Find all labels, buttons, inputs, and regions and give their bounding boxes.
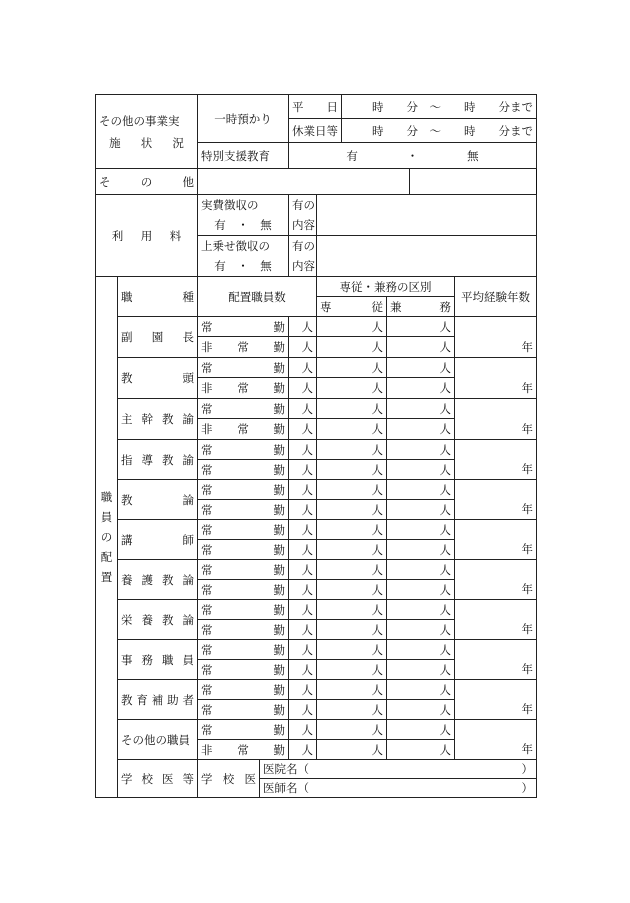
dedicated-field[interactable]: 人 — [317, 419, 387, 440]
employment-type — [198, 419, 289, 440]
job-name: 主幹教諭 — [118, 399, 198, 440]
employment-type — [198, 399, 289, 419]
avg-years-field[interactable]: 年 — [455, 480, 537, 520]
special-support-choice[interactable] — [289, 143, 537, 169]
form-row — [96, 95, 537, 119]
employment-type — [198, 640, 289, 660]
dedicated-field[interactable]: 人 — [317, 440, 387, 460]
job-type-header: 職 種 — [118, 277, 198, 317]
job-name: 教頭 — [118, 358, 198, 399]
count-field[interactable]: 人 — [289, 317, 317, 337]
job-name: 教育補助者 — [118, 680, 198, 720]
avg-years-field[interactable]: 年 — [455, 600, 537, 640]
dedicated-field[interactable]: 人 — [317, 358, 387, 378]
job-name: 養護教論 — [118, 560, 198, 600]
form-row — [96, 680, 537, 700]
label-char: の — [100, 530, 113, 544]
employment-type — [198, 740, 289, 760]
employment-text: 常 勤 — [201, 662, 285, 677]
weekday-label: 平 日 — [289, 95, 342, 119]
label-char: 施 — [109, 135, 121, 150]
surcharge-detail-field[interactable] — [317, 236, 537, 277]
form-row — [96, 358, 537, 378]
concurrent-field[interactable]: 人 — [387, 358, 455, 378]
employment-type — [198, 480, 289, 500]
no-option: 無 — [467, 148, 479, 163]
concurrent-field[interactable]: 人 — [387, 720, 455, 740]
employment-type — [198, 460, 289, 480]
dedicated-header — [317, 297, 387, 317]
dedicated-field[interactable]: 人 — [317, 580, 387, 600]
count-field[interactable]: 人 — [289, 560, 317, 580]
employment-type — [198, 440, 289, 460]
surcharge-detail-label — [289, 236, 317, 277]
count-field[interactable]: 人 — [289, 640, 317, 660]
dedicated-field[interactable]: 人 — [317, 480, 387, 500]
employment-text: 常 勤 — [201, 462, 285, 477]
employment-text: 常 勤 — [201, 562, 285, 577]
avg-years-field[interactable]: 年 — [455, 720, 537, 760]
job-name: 事務職員 — [118, 640, 198, 680]
actual-cost-detail-field[interactable] — [317, 195, 537, 236]
employment-text: 常 勤 — [201, 682, 285, 697]
close-paren: ） — [521, 762, 533, 776]
surcharge-label — [198, 236, 289, 277]
dedicated-field[interactable]: 人 — [317, 378, 387, 399]
employment-type — [198, 337, 289, 358]
job-name: 副園長 — [118, 317, 198, 358]
count-field[interactable]: 人 — [289, 540, 317, 560]
dedicated-text: 専 従 — [320, 299, 383, 314]
label-char: 用 — [140, 228, 153, 243]
avg-years-field[interactable]: 年 — [455, 520, 537, 560]
avg-years-field[interactable]: 年 — [455, 399, 537, 440]
count-field[interactable]: 人 — [289, 358, 317, 378]
employment-type — [198, 680, 289, 700]
count-field[interactable]: 人 — [289, 500, 317, 520]
count-field[interactable]: 人 — [289, 740, 317, 760]
job-name: その他の職員 — [118, 720, 198, 760]
count-field[interactable]: 人 — [289, 399, 317, 419]
actual-cost-detail-label — [289, 195, 317, 236]
dedicated-field[interactable]: 人 — [317, 460, 387, 480]
count-field[interactable]: 人 — [289, 480, 317, 500]
concurrent-field[interactable]: 人 — [387, 540, 455, 560]
other-business-label-line1: その他の事業実 — [99, 113, 180, 128]
weekday-time-field[interactable]: 時 分 ～ 時 分まで — [342, 95, 537, 119]
concurrent-field[interactable]: 人 — [387, 480, 455, 500]
employment-text: 常 勤 — [201, 582, 285, 597]
job-name: 講師 — [118, 520, 198, 560]
label-char: 配 — [100, 550, 113, 564]
detail-line1: 有の — [292, 198, 315, 212]
actual-cost-choice[interactable]: 有 ・ 無 — [214, 218, 272, 232]
dedicated-field[interactable]: 人 — [317, 700, 387, 720]
concurrent-field[interactable]: 人 — [387, 419, 455, 440]
clinic-name-field[interactable] — [260, 760, 537, 779]
employment-type — [198, 720, 289, 740]
dedicated-field[interactable]: 人 — [317, 680, 387, 700]
detail-line2: 内容 — [292, 218, 315, 232]
employment-text: 常 勤 — [201, 482, 285, 497]
form-row — [96, 195, 537, 236]
other-business-label — [96, 95, 198, 169]
dedicated-field[interactable]: 人 — [317, 540, 387, 560]
label-char: 況 — [172, 135, 184, 150]
avg-years-header: 平均経験年数 — [455, 277, 537, 317]
count-field[interactable]: 人 — [289, 720, 317, 740]
concurrent-field[interactable]: 人 — [387, 440, 455, 460]
employment-text: 常 勤 — [201, 522, 285, 537]
employment-type — [198, 317, 289, 337]
other-business-label-line2 — [99, 132, 194, 154]
concurrent-field[interactable]: 人 — [387, 460, 455, 480]
employment-type — [198, 378, 289, 399]
employment-text: 常 勤 — [201, 542, 285, 557]
employment-text: 常 勤 — [201, 442, 285, 457]
avg-years-field[interactable]: 年 — [455, 440, 537, 480]
kindergarten-form-table — [95, 94, 537, 798]
count-field[interactable]: 人 — [289, 440, 317, 460]
dedicated-field[interactable]: 人 — [317, 337, 387, 358]
actual-cost-line1: 実費徴収の — [201, 198, 259, 212]
form-row — [96, 640, 537, 660]
count-field[interactable]: 人 — [289, 600, 317, 620]
dedicated-field[interactable]: 人 — [317, 520, 387, 540]
employment-text: 非 常 勤 — [201, 422, 285, 436]
concurrent-field[interactable]: 人 — [387, 580, 455, 600]
holiday-label: 休業日等 — [289, 119, 342, 143]
dedicated-field[interactable]: 人 — [317, 640, 387, 660]
special-support-label: 特別支援教育 — [198, 143, 289, 169]
close-paren: ） — [521, 781, 533, 795]
form-row — [96, 169, 537, 195]
employment-text: 常 勤 — [201, 360, 285, 375]
form-row — [96, 720, 537, 740]
count-field[interactable]: 人 — [289, 378, 317, 399]
employment-text: 非 常 勤 — [201, 340, 285, 354]
concurrent-field[interactable]: 人 — [387, 337, 455, 358]
classification-header: 専従・兼務の区別 — [317, 277, 455, 297]
staff-placement-label — [96, 277, 118, 798]
label-char: 料 — [169, 228, 182, 243]
employment-text: 非 常 勤 — [201, 381, 285, 395]
concurrent-field[interactable]: 人 — [387, 520, 455, 540]
employment-type — [198, 660, 289, 680]
label-char: 利 — [111, 228, 124, 243]
dedicated-field[interactable]: 人 — [317, 317, 387, 337]
employment-type — [198, 560, 289, 580]
employment-type — [198, 358, 289, 378]
dedicated-field[interactable]: 人 — [317, 560, 387, 580]
dedicated-field[interactable]: 人 — [317, 660, 387, 680]
form-row — [96, 560, 537, 580]
count-field[interactable]: 人 — [289, 700, 317, 720]
actual-cost-label — [198, 195, 289, 236]
label-char: 員 — [100, 510, 113, 524]
employment-text: 常 勤 — [201, 319, 285, 334]
concurrent-header — [387, 297, 455, 317]
form-row — [96, 760, 537, 779]
yes-option: 有 — [346, 148, 358, 163]
employment-type — [198, 580, 289, 600]
concurrent-field[interactable]: 人 — [387, 700, 455, 720]
employment-text: 常 勤 — [201, 502, 285, 517]
separator: ・ — [406, 148, 419, 163]
avg-years-field[interactable]: 年 — [455, 358, 537, 399]
avg-years-field[interactable]: 年 — [455, 640, 537, 680]
school-doctor-label: 学校医等 — [118, 760, 198, 798]
form-row — [96, 520, 537, 540]
concurrent-field[interactable]: 人 — [387, 740, 455, 760]
employment-type — [198, 600, 289, 620]
detail-line1: 有の — [292, 239, 315, 253]
employment-text: 常 勤 — [201, 642, 285, 657]
avg-years-field[interactable]: 年 — [455, 680, 537, 720]
temporary-care-label: 一時預かり — [198, 95, 289, 143]
concurrent-field[interactable]: 人 — [387, 560, 455, 580]
employment-type — [198, 520, 289, 540]
doctor-label: 医師名（ — [263, 781, 309, 795]
concurrent-field[interactable]: 人 — [387, 399, 455, 419]
school-doctor-sublabel: 学校医 — [198, 760, 260, 798]
employment-text: 常 勤 — [201, 622, 285, 637]
dedicated-field[interactable]: 人 — [317, 720, 387, 740]
count-field[interactable]: 人 — [289, 680, 317, 700]
doctor-name-field[interactable] — [260, 779, 537, 798]
dedicated-field[interactable]: 人 — [317, 620, 387, 640]
form-row — [96, 440, 537, 460]
count-field[interactable]: 人 — [289, 460, 317, 480]
form-row — [96, 480, 537, 500]
job-name: 指導教諭 — [118, 440, 198, 480]
concurrent-field[interactable]: 人 — [387, 317, 455, 337]
avg-years-field[interactable]: 年 — [455, 560, 537, 600]
concurrent-field[interactable]: 人 — [387, 620, 455, 640]
other-field[interactable] — [198, 169, 410, 195]
concurrent-field[interactable]: 人 — [387, 640, 455, 660]
concurrent-field[interactable]: 人 — [387, 680, 455, 700]
concurrent-text: 兼 務 — [390, 299, 451, 314]
count-field[interactable]: 人 — [289, 419, 317, 440]
job-name: 教論 — [118, 480, 198, 520]
employment-text: 常 勤 — [201, 602, 285, 617]
concurrent-field[interactable]: 人 — [387, 600, 455, 620]
usage-fee-label — [96, 195, 198, 277]
avg-years-field[interactable]: 年 — [455, 317, 537, 358]
form-row — [96, 277, 537, 297]
count-field[interactable]: 人 — [289, 337, 317, 358]
dedicated-field[interactable]: 人 — [317, 740, 387, 760]
label-char: 職 — [100, 490, 113, 504]
employment-type — [198, 540, 289, 560]
detail-line2: 内容 — [292, 259, 315, 273]
label-char: 置 — [100, 570, 113, 584]
employment-type — [198, 700, 289, 720]
employment-type — [198, 620, 289, 640]
count-header: 配置職員数 — [198, 277, 317, 317]
concurrent-field[interactable]: 人 — [387, 378, 455, 399]
job-name: 栄養教論 — [118, 600, 198, 640]
dedicated-field[interactable]: 人 — [317, 500, 387, 520]
form-row — [96, 399, 537, 419]
employment-text: 常 勤 — [201, 722, 285, 737]
form-row — [96, 600, 537, 620]
count-field[interactable]: 人 — [289, 580, 317, 600]
other-label-text: そ の 他 — [99, 174, 194, 189]
employment-text: 常 勤 — [201, 401, 285, 416]
dedicated-field[interactable]: 人 — [317, 600, 387, 620]
employment-text: 非 常 勤 — [201, 742, 285, 757]
label-char: 状 — [140, 135, 153, 150]
surcharge-line1: 上乗せ徴収の — [201, 239, 270, 253]
employment-text: 常 勤 — [201, 702, 285, 717]
holiday-time-field[interactable]: 時 分 ～ 時 分まで — [342, 119, 537, 143]
count-field[interactable]: 人 — [289, 660, 317, 680]
concurrent-field[interactable]: 人 — [387, 660, 455, 680]
count-field[interactable]: 人 — [289, 620, 317, 640]
form-row — [96, 317, 537, 337]
surcharge-choice[interactable]: 有 ・ 無 — [214, 259, 272, 273]
concurrent-field[interactable]: 人 — [387, 500, 455, 520]
dedicated-field[interactable]: 人 — [317, 399, 387, 419]
clinic-label: 医院名（ — [263, 762, 309, 776]
employment-type — [198, 500, 289, 520]
count-field[interactable]: 人 — [289, 520, 317, 540]
other-label — [96, 169, 198, 195]
